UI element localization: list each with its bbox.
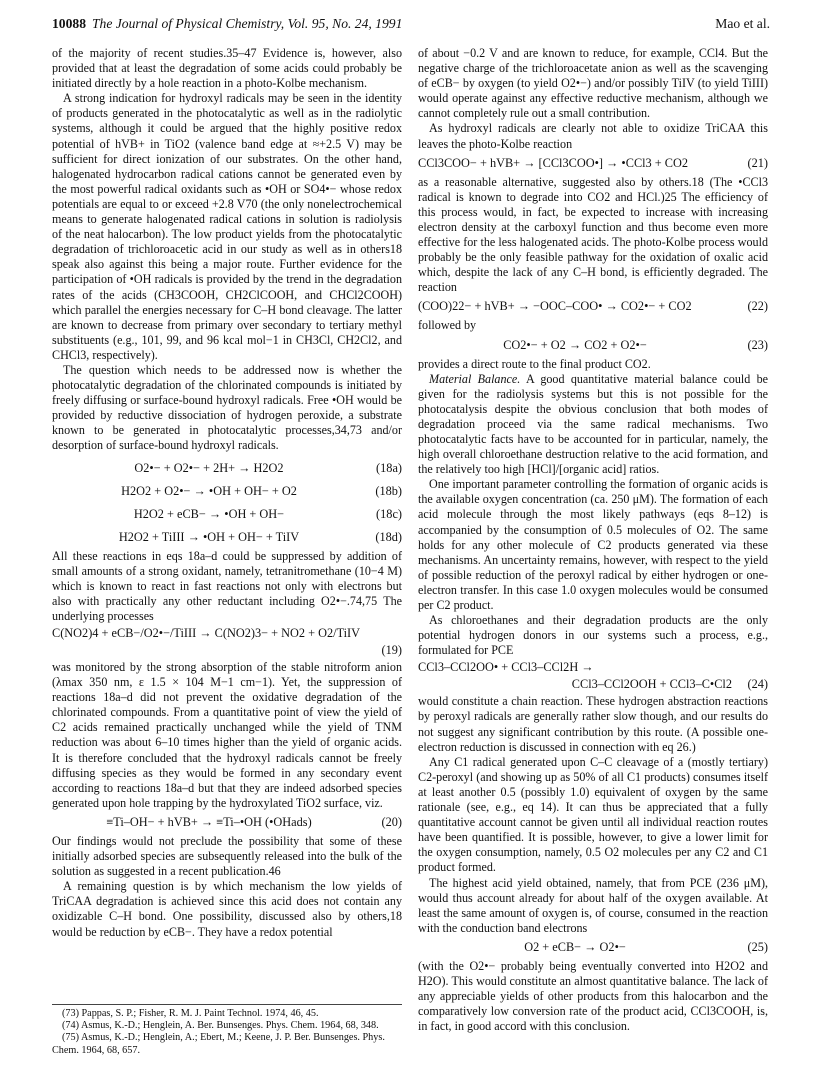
paragraph: All these reactions in eqs 18a–d could be suppressed by addition of small amounts of a strong oxidant, namely, tetranitromethane (10−4 M) which is known to react in fast reactions not only with electrons but also with practically any other reductant including O2•−.74,75 The underlying processes xyxy=(52,548,402,623)
paragraph: Any C1 radical generated upon C–C cleavage of a (mostly tertiary) C2-peroxyl (and showing up as 50% of all C1 products) consumes itself at least another 0.5 (possibly 1.0) equivalent of oxygen by the same rationale (see, e.g., eq 14). It can thus be appreciated that a fully quantitative account cannot be given until all individual reaction routes have been quantified. It is possible, however, to give a lower limit for the oxygen consumption, namely, 0.5 O2 molecules per any C2 and C1 product formed. xyxy=(418,754,768,875)
equation-19: C(NO2)4 + eCB−/O2•−/TiIII → C(NO2)3− + NO2 + O2/TiIV (19) xyxy=(52,626,402,657)
paragraph: Our findings would not preclude the possibility that some of these initially adsorbed species are subsequently released into the bulk of the solution as suggested in a recent publication.46 xyxy=(52,833,402,879)
equation-18a: O2•− + O2•− + 2H+ → H2O2 (18a) xyxy=(134,460,402,475)
equation-22: (COO)22− + hVB+ → −OOC–COO• → CO2•− + CO2 (22) xyxy=(418,299,768,314)
equation-25: O2 + eCB− → O2•− (25) xyxy=(524,939,768,954)
equation-21: CCl3COO− + hVB+ → [CCl3COO•] → •CCl3 + CO2 (21) xyxy=(418,155,768,170)
paragraph: A remaining question is by which mechanism the low yields of TriCAA degradation is achieved since this acid does not contain any oxidizable C–H bond. One possibility, discussed also by others,18 would be reduction by eCB−. They have a redox potential xyxy=(52,879,402,939)
running-header-left xyxy=(52,16,402,32)
right-column xyxy=(418,46,768,1034)
paragraph: The highest acid yield obtained, namely, that from PCE (236 μM), would thus account already for about half of the oxygen available. At least the same amount of oxygen is, of course, consumed in the reaction with the conduction band electrons xyxy=(418,875,768,935)
paragraph: (with the O2•− probably being eventually converted into H2O2 and H2O). This would constitute an almost quantitative balance. The lack of any appreciable yields of other products from this halocarbon and the comparatively low conversion rate of the product acid, CCl3COOH, is, in fact, in good accord with this conclusion. xyxy=(418,958,768,1034)
paragraph: of about −0.2 V and are known to reduce, for example, CCl4. But the negative charge of the trichloroacetate anion as well as the scavenging of eCB− by oxygen (to yield O2•−) and/or possibly TiIV (to yield TiIII) would operate against any effective reductive mechanism, although we cannot completely rule out a small contribution. xyxy=(418,46,768,121)
paragraph: As hydroxyl radicals are clearly not able to oxidize TriCAA this leaves the photo-Kolbe reaction xyxy=(418,121,768,151)
paragraph: was monitored by the strong absorption of the stable nitroform anion (λmax 350 nm, ε 1.5 × 104 M−1 cm−1). Yet, the suppression of reactions 18a–d did not prevent the oxidative degradation of the chlorinated compounds. From a quantitative point of view the yield of C2 acids remained practically unchanged while the yield of TNM reduction was about 6–10 times higher than the yield of organic acids. It is therefore concluded that the hydroxyl radicals cannot be freely diffusing species as they would be formed in any secondary event according to reactions 18a–d but that they are indeed adsorbed species generated upon hole trapping by the hydroxylated TiO2 surface, viz. xyxy=(52,660,402,810)
paragraph: A strong indication for hydroxyl radicals may be seen in the identity of products generated in the photocatalytic as well as in the radiolytic systems, although it could be argued that the highly positive redox potential of hVB+ in TiO2 (valence band edge at ≈+2.5 V) may be sufficient for direct ionization of our substrates. On the other hand, halogenated hydrocarbon radical cations cannot be generated even by the most powerful radical oxidants such as •OH or SO4•− whose redox potentials are equal to or exceed +2.8 V70 (the only nonelectrochemical means to generate halogenated radical cations in solution is radiolysis of the neat halocarbon). The low product yields from the photocatalytic degradation of trichloroacetic acid in our study as well as in others18 speak also against this being a major route. Further evidence for the participation of •OH radicals is provided by the trend in the degradation rates of the acids (CH3COOH, CH2ClCOOH, and CHCl2COOH) which parallel the energies necessary for C–H bond cleavage. The latter are known to decrease from primary over secondary to tertiary methyl substituents (e.g., 101, 99, and 96 kcal mol−1 in CH3Cl, CH2Cl2, and CHCl3, respectively). xyxy=(52,91,402,362)
journal-citation: The Journal of Physical Chemistry, Vol. 95, No. 24, 1991 xyxy=(91,16,403,31)
page-number: 10088 xyxy=(52,16,86,31)
left-column xyxy=(52,46,402,940)
paragraph: provides a direct route to the final product CO2. xyxy=(418,356,651,371)
equation-18b: H2O2 + O2•− → •OH + OH− + O2 (18b) xyxy=(121,483,402,498)
section-heading: Material Balance. xyxy=(429,371,521,386)
footnotes xyxy=(52,1004,402,1057)
footnote-73: (73) Pappas, S. P.; Fisher, R. M. J. Paint Technol. 1974, 46, 45. xyxy=(62,1008,319,1019)
equation-18c: H2O2 + eCB− → •OH + OH− (18c) xyxy=(133,506,402,521)
equation-20: ≡Ti–OH− + hVB+ → ≡Ti–•OH (•OHads) (20) xyxy=(106,814,402,829)
paragraph: followed by xyxy=(418,318,477,333)
paragraph: As chloroethanes and their degradation products are the only potential hydrogen donors in our systems such a process, e.g., formulated for PCE xyxy=(418,613,768,658)
equation-18d: H2O2 + TiIII → •OH + OH− + TiIV (18d) xyxy=(118,529,402,544)
paragraph: as a reasonable alternative, suggested also by others.18 (The •CCl3 radical is known to degrade into CO2 and HCl.)25 The efficiency of this process would, in fact, be expected to increase with increasing electron density at the carboxyl function and thus become even more effective for the less halogenated acids. The photo-Kolbe process would probably be the only feasible pathway for the oxidation of oxalic acid which, despite the lack of any C–H bond, is efficiently degraded. The reaction xyxy=(418,174,768,295)
paragraph: would constitute a chain reaction. These hydrogen abstraction reactions by peroxyl radicals are generally rather slow though, and our results do not suggest any significant contribution by this route. (A possible one-electron reduction is discussed in connection with eq 26.) xyxy=(418,694,768,754)
paragraph: One important parameter controlling the formation of organic acids is the available oxygen concentration (ca. 250 μM). The formation of each acid molecule through the most likely pathways (eqs 8–12) is accompanied by the consumption of 0.5 molecules of O2. The same holds for any other molecule of C2 products generated via these mechanisms. An uncertainty remains, however, with respect to the yield of possible reduction of the peroxyl radical by either hydrogen or one-electron transfer. In this case 1.0 oxygen molecules would be consumed per C2 product. xyxy=(418,477,768,612)
equation-24: CCl3–CCl2OO• + CCl3–CCl2H → CCl3–CCl2OOH + CCl3–C•Cl2 (24) xyxy=(418,660,768,692)
paragraph: The question which needs to be addressed now is whether the photocatalytic degradation of the chlorinated compounds is initiated by freely diffusing or surface-bound hydroxyl radicals. Free •OH would be provided by reductive dissociation of hydrogen peroxide, a substrate known to be generated in photocatalytic processes,34,73 and/or desorption of surface-bound hydroxyl radicals. xyxy=(52,362,402,453)
footnote-75: (75) Asmus, K.-D.; Henglein, A.; Ebert, M.; Keene, J. P. Ber. Bunsenges. Phys. Chem. 1964, 68, 657. xyxy=(52,1032,385,1056)
footnote-74: (74) Asmus, K.-D.; Henglein, A. Ber. Bunsenges. Phys. Chem. 1964, 68, 348. xyxy=(62,1020,379,1032)
equation-23: CO2•− + O2 → CO2 + O2•− (23) xyxy=(503,337,768,352)
section-paragraph-material-balance: Material Balance. A good quantitative material balance could be given for the radiolysis systems but this is not possible for the photocatalysis despite the obvious conclusion that both modes of degradation proceed via the same radical mechanisms. Two photocatalytic facts have to be accounted for in particular, namely, the high overall chloroethane destruction relative to the acid formation, and the relatively too high [HCl]/[organic acid] ratios. xyxy=(418,371,769,477)
paragraph: of the majority of recent studies.35–47 Evidence is, however, also provided that at least the degradation of some acids could probably be initiated directly by a hole reaction in a photo-Kolbe mechanism. xyxy=(52,46,402,91)
running-header-authors: Mao et al. xyxy=(715,16,770,31)
